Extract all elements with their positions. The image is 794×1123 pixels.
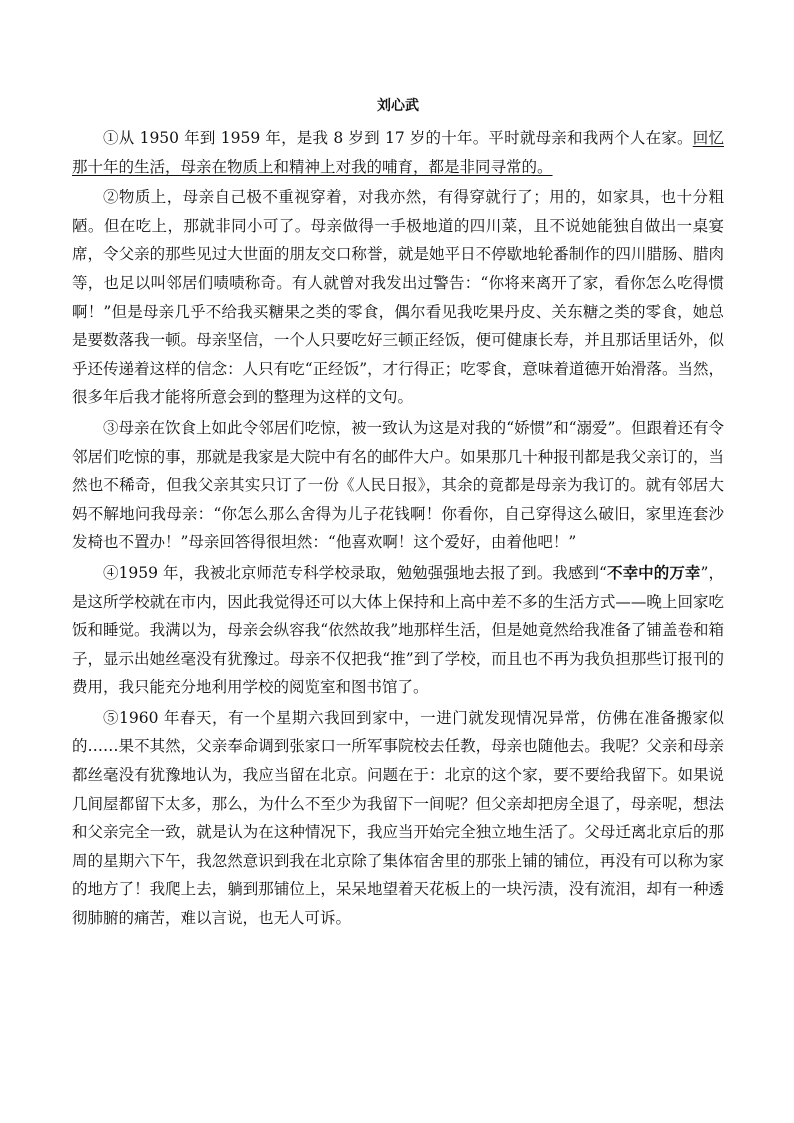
paragraph-text: ④1959 年，我被北京师范专科学校录取，勉勉强强地去报了到。我感到“ [103, 563, 607, 582]
paragraph-text: ②物质上，母亲自己极不重视穿着，对我亦然，有得穿就行了；用的，如家具，也十分粗陋。但在吃上，那就非同小可了。母亲做得一手极地道的四川菜，且不说她能独自做出一桌宴席，令父亲的那些见过大世面的朋友交口称誉，就是她平日不停歇地轮番制作的四川腊肠、腊肉等，也足以叫邻居们啧啧称奇。有人就曾对我发出过警告：“你将来离开了家，看你怎么吃得惯啊！”但是母亲几乎不给我买糖果之类的零食，偶尔看见我吃果丹皮、关东糖之类的零食，她总是要数落我一顿。母亲坚信，一个人只要吃好三顿正经饭，便可健康长寿，并且那话里话外，似乎还传递着这样的信念：人只有吃“正经饭”，才行得正；吃零食，意味着道德开始滑落。当然，很多年后我才能将所意会到的整理为这样的文句。 [72, 188, 724, 407]
paragraph-5 [72, 704, 724, 933]
document-page [72, 92, 724, 935]
article-author-title: 刘心武 [377, 98, 419, 114]
paragraph-2 [72, 183, 724, 412]
paragraph-3 [72, 414, 724, 557]
paragraph-4 [72, 559, 724, 702]
underlined-sentence: 回忆那十年的生活，母亲在物质上和精神上对我的哺育，都是非同寻常的。 [72, 129, 724, 176]
paragraph-text: ③母亲在饮食上如此令邻居们吃惊，被一致认为这是对我的“娇惯”和“溺爱”。但跟着还有令邻居们吃惊的事，那就是我家是大院中有名的邮件大户。如果那几十种报刊都是我父亲订的，当然也不稀奇，但我父亲其实只订了一份《人民日报》，其余的竟都是母亲为我订的。就有邻居大妈不解地问我母亲：“你怎么那么舍得为儿子花钱啊！你看你，自己穿得这么破旧，家里连套沙发椅也不置办！”母亲回答得很坦然：“他喜欢啊！这个爱好，由着他吧！” [72, 418, 724, 552]
paragraph-1 [72, 124, 724, 181]
bold-phrase: 不幸中的万幸 [606, 562, 701, 582]
paragraph-text: ①从 1950 年到 1959 年，是我 8 岁到 17 岁的十年。平时就母亲和我两个人在家。 [103, 129, 693, 147]
paragraph-text: ⑤1960 年春天，有一个星期六我回到家中，一进门就发现情况异常，仿佛在准备搬家似的……果不其然，父亲奉命调到张家口一所军事院校去任教，母亲也随他去。我呢？父亲和母亲都丝毫没有犹豫地认为，我应当留在北京。问题在于：北京的这个家，要不要给我留下。如果说几间屋都留下太多，那么，为什么不至少为我留下一间呢？但父亲却把房全退了，母亲呢，想法和父亲完全一致，就是认为在这种情况下，我应当开始完全独立地生活了。父母迁离北京后的那周的星期六下午，我忽然意识到我在北京除了集体宿舍里的那张上铺的铺位，再没有可以称为家的地方了！我爬上去，躺到那铺位上，呆呆地望着天花板上的一块污渍，没有流泪，却有一种透彻肺腑的痛苦，难以言说，也无人可诉。 [72, 708, 724, 928]
paragraph-text: ”，是这所学校就在市内，因此我觉得还可以大体上保持和上高中差不多的生活方式——晚上回家吃饭和睡觉。我满以为，母亲会纵容我“依然故我”地那样生活，但是她竟然给我准备了铺盖卷和箱子，显示出她丝毫没有犹豫过。母亲不仅把我“推”到了学校，而且也不再为我负担那些订报刊的费用，我只能充分地利用学校的阅览室和图书馆了。 [72, 563, 724, 697]
